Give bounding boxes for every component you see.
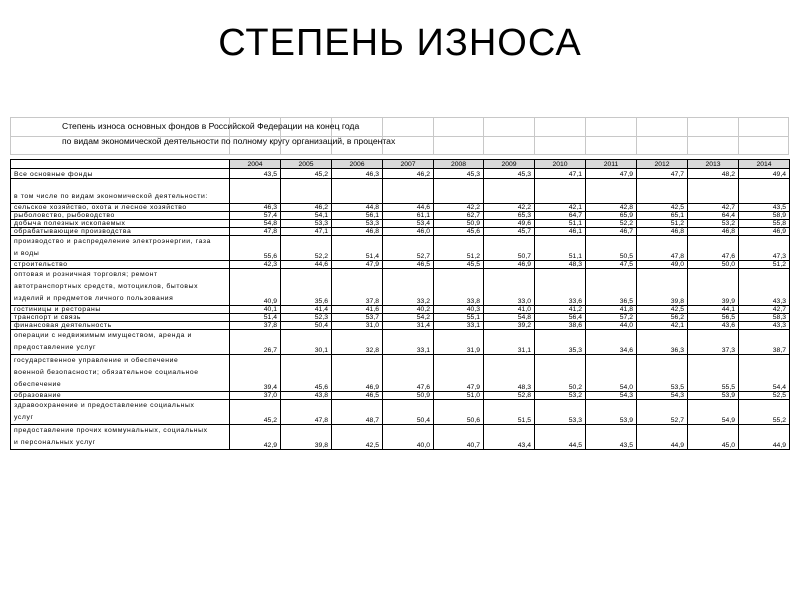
year-header-cell: 2012	[637, 160, 688, 169]
row-label-line: предоставление услуг	[14, 344, 97, 351]
value-cell: 36,3	[637, 330, 688, 355]
value-cell: 46,9	[332, 355, 383, 392]
year-header-cell: 2004	[230, 160, 281, 169]
value-cell: 62,7	[434, 212, 484, 220]
row-label-line: производство и распределение электроэнергии, газа	[14, 238, 211, 245]
value-cell: 53,7	[332, 314, 383, 322]
value-cell: 42,2	[434, 204, 484, 212]
value-cell: 48,3	[535, 261, 586, 269]
value-cell: 46,2	[281, 204, 332, 212]
value-cell: 46,9	[484, 261, 535, 269]
value-cell: 53,5	[637, 355, 688, 392]
value-cell: 42,7	[739, 306, 790, 314]
value-cell: 35,3	[535, 330, 586, 355]
value-cell	[739, 179, 790, 204]
header-corner-cell	[11, 160, 230, 169]
value-cell: 39,2	[484, 322, 535, 330]
row-label-cell	[11, 212, 230, 220]
value-cell: 64,7	[535, 212, 586, 220]
value-cell: 40,3	[434, 306, 484, 314]
row-label-line: гостиницы и рестораны	[14, 306, 101, 313]
value-cell: 46,8	[688, 228, 739, 236]
value-cell: 41,8	[586, 306, 637, 314]
table-row	[11, 220, 790, 228]
year-header-cell: 2011	[586, 160, 637, 169]
value-cell: 50,9	[434, 220, 484, 228]
value-cell: 33,2	[383, 269, 434, 306]
value-cell: 46,5	[383, 261, 434, 269]
value-cell: 44,5	[535, 425, 586, 450]
row-label-line: изделий и предметов личного пользования	[14, 295, 174, 302]
value-cell: 61,1	[383, 212, 434, 220]
value-cell: 52,7	[383, 236, 434, 261]
value-cell: 50,9	[383, 392, 434, 400]
value-cell: 43,6	[688, 322, 739, 330]
value-cell: 46,3	[332, 169, 383, 179]
value-cell: 31,1	[484, 330, 535, 355]
slide-title: СТЕПЕНЬ ИЗНОСА	[218, 22, 582, 64]
value-cell: 47,6	[383, 355, 434, 392]
value-cell: 54,8	[484, 314, 535, 322]
value-cell: 34,6	[586, 330, 637, 355]
year-header-cell: 2005	[281, 160, 332, 169]
value-cell: 37,0	[230, 392, 281, 400]
table-row	[11, 392, 790, 400]
value-cell: 53,2	[688, 220, 739, 228]
row-label-cell	[11, 306, 230, 314]
value-cell: 39,8	[281, 425, 332, 450]
value-cell: 40,9	[230, 269, 281, 306]
value-cell: 44,9	[637, 425, 688, 450]
row-label-cell	[11, 355, 230, 392]
year-header-cell: 2008	[434, 160, 484, 169]
value-cell: 51,1	[535, 236, 586, 261]
value-cell: 56,4	[535, 314, 586, 322]
row-label-cell	[11, 261, 230, 269]
value-cell: 51,4	[230, 314, 281, 322]
value-cell: 55,1	[434, 314, 484, 322]
row-label-cell	[11, 322, 230, 330]
row-label-line: в том числе по видам экономической деятельности:	[14, 193, 208, 200]
value-cell: 46,8	[637, 228, 688, 236]
value-cell: 55,6	[230, 236, 281, 261]
value-cell: 44,1	[688, 306, 739, 314]
value-cell: 33,1	[383, 330, 434, 355]
value-cell: 33,0	[484, 269, 535, 306]
value-cell: 49,4	[739, 169, 790, 179]
value-cell: 42,1	[637, 322, 688, 330]
row-label-line: сельское хозяйство, охота и лесное хозяйство	[14, 204, 187, 211]
value-cell: 52,8	[484, 392, 535, 400]
value-cell: 31,4	[383, 322, 434, 330]
row-label-line: транспорт и связь	[14, 314, 82, 321]
row-label-cell	[11, 269, 230, 306]
row-label-line: автотранспортных средств, мотоциклов, бытовых	[14, 283, 199, 290]
value-cell: 54,3	[586, 392, 637, 400]
row-label-line	[14, 179, 226, 191]
value-cell: 40,1	[230, 306, 281, 314]
value-cell: 33,1	[434, 322, 484, 330]
value-cell: 41,4	[281, 306, 332, 314]
value-cell: 43,3	[739, 269, 790, 306]
value-cell: 52,3	[281, 314, 332, 322]
value-cell: 46,8	[332, 228, 383, 236]
value-cell: 30,1	[281, 330, 332, 355]
value-cell	[586, 179, 637, 204]
value-cell: 58,9	[739, 212, 790, 220]
value-cell: 45,5	[434, 261, 484, 269]
value-cell: 43,3	[739, 322, 790, 330]
value-cell: 39,8	[637, 269, 688, 306]
value-cell: 47,7	[637, 169, 688, 179]
table-row	[11, 204, 790, 212]
row-label-line: образование	[14, 392, 62, 399]
row-label-cell	[11, 314, 230, 322]
value-cell	[535, 179, 586, 204]
wear-data-table	[10, 159, 790, 450]
value-cell: 38,6	[535, 322, 586, 330]
value-cell: 46,0	[383, 228, 434, 236]
value-cell: 56,5	[688, 314, 739, 322]
value-cell: 50,5	[586, 236, 637, 261]
value-cell: 51,2	[739, 261, 790, 269]
value-cell: 51,5	[484, 400, 535, 425]
row-label-cell	[11, 425, 230, 450]
value-cell: 46,3	[230, 204, 281, 212]
value-cell: 42,2	[484, 204, 535, 212]
value-cell	[637, 179, 688, 204]
value-cell: 41,0	[484, 306, 535, 314]
value-cell: 36,5	[586, 269, 637, 306]
value-cell: 54,0	[586, 355, 637, 392]
value-cell: 53,3	[332, 220, 383, 228]
value-cell: 37,8	[332, 269, 383, 306]
value-cell: 50,0	[688, 261, 739, 269]
row-label-cell	[11, 330, 230, 355]
row-label-line: здравоохранение и предоставление социальных	[14, 402, 195, 409]
value-cell: 47,1	[535, 169, 586, 179]
value-cell: 37,8	[230, 322, 281, 330]
year-header-cell: 2009	[484, 160, 535, 169]
value-cell: 33,6	[535, 269, 586, 306]
value-cell: 46,1	[535, 228, 586, 236]
value-cell: 55,8	[739, 220, 790, 228]
row-label-line: финансовая деятельность	[14, 322, 112, 329]
value-cell: 47,9	[586, 169, 637, 179]
table-caption-line-2: по видам экономической деятельности по полному кругу организаций, в процентах	[62, 136, 396, 146]
value-cell: 47,8	[637, 236, 688, 261]
table-row	[11, 236, 790, 261]
value-cell: 42,5	[637, 306, 688, 314]
value-cell: 33,8	[434, 269, 484, 306]
spreadsheet-table-image	[10, 117, 789, 477]
table-row	[11, 169, 790, 179]
row-label-line: и воды	[14, 250, 40, 257]
value-cell: 51,2	[434, 236, 484, 261]
value-cell: 53,3	[281, 220, 332, 228]
row-label-line: Все основные фонды	[14, 171, 94, 178]
value-cell: 54,3	[637, 392, 688, 400]
value-cell: 53,9	[586, 400, 637, 425]
value-cell: 43,4	[484, 425, 535, 450]
value-cell: 44,9	[739, 425, 790, 450]
year-header-cell: 2006	[332, 160, 383, 169]
value-cell: 51,2	[637, 220, 688, 228]
value-cell: 41,6	[332, 306, 383, 314]
value-cell: 49,6	[484, 220, 535, 228]
year-header-cell: 2013	[688, 160, 739, 169]
value-cell: 43,5	[230, 169, 281, 179]
value-cell	[484, 179, 535, 204]
value-cell: 47,5	[586, 261, 637, 269]
row-label-line: добыча полезных ископаемых	[14, 220, 126, 227]
value-cell: 47,8	[230, 228, 281, 236]
value-cell: 45,7	[484, 228, 535, 236]
value-cell: 37,3	[688, 330, 739, 355]
value-cell: 40,2	[383, 306, 434, 314]
row-label-cell	[11, 169, 230, 179]
row-label-line: государственное управление и обеспечение	[14, 357, 179, 364]
year-header-cell: 2014	[739, 160, 790, 169]
row-label-line: рыболовство, рыбоводство	[14, 212, 115, 219]
value-cell: 53,3	[535, 400, 586, 425]
year-header-row	[11, 160, 790, 169]
value-cell: 44,6	[281, 261, 332, 269]
value-cell: 64,4	[688, 212, 739, 220]
value-cell: 44,0	[586, 322, 637, 330]
value-cell: 52,5	[739, 392, 790, 400]
value-cell: 53,9	[688, 392, 739, 400]
value-cell: 45,2	[281, 169, 332, 179]
value-cell: 39,9	[688, 269, 739, 306]
value-cell: 52,7	[637, 400, 688, 425]
value-cell: 58,3	[739, 314, 790, 322]
value-cell: 31,0	[332, 322, 383, 330]
row-label-cell	[11, 204, 230, 212]
row-label-line: предоставление прочих коммунальных, социальных	[14, 427, 208, 434]
row-label-cell	[11, 228, 230, 236]
row-label-line: оптовая и розничная торговля; ремонт	[14, 271, 158, 278]
row-label-cell	[11, 236, 230, 261]
value-cell: 45,6	[281, 355, 332, 392]
value-cell: 45,3	[434, 169, 484, 179]
value-cell: 42,9	[230, 425, 281, 450]
value-cell: 65,9	[586, 212, 637, 220]
row-label-line: и персональных услуг	[14, 439, 96, 446]
table-row	[11, 306, 790, 314]
value-cell: 51,1	[535, 220, 586, 228]
value-cell: 55,5	[688, 355, 739, 392]
table-row	[11, 425, 790, 450]
value-cell: 54,8	[230, 220, 281, 228]
value-cell: 46,5	[332, 392, 383, 400]
value-cell: 50,7	[484, 236, 535, 261]
value-cell: 54,4	[739, 355, 790, 392]
table-row	[11, 261, 790, 269]
value-cell: 26,7	[230, 330, 281, 355]
value-cell: 65,3	[484, 212, 535, 220]
row-label-cell	[11, 392, 230, 400]
row-label-cell	[11, 179, 230, 204]
value-cell: 31,9	[434, 330, 484, 355]
value-cell: 65,1	[637, 212, 688, 220]
value-cell	[434, 179, 484, 204]
value-cell: 57,2	[586, 314, 637, 322]
table-row	[11, 314, 790, 322]
value-cell: 42,8	[586, 204, 637, 212]
row-label-line: строительство	[14, 261, 68, 268]
value-cell: 40,0	[383, 425, 434, 450]
table-row	[11, 179, 790, 204]
row-label-line: обрабатывающие производства	[14, 228, 132, 235]
value-cell: 53,2	[535, 392, 586, 400]
value-cell: 47,9	[434, 355, 484, 392]
value-cell: 42,5	[332, 425, 383, 450]
value-cell	[230, 179, 281, 204]
value-cell: 54,1	[281, 212, 332, 220]
value-cell: 35,6	[281, 269, 332, 306]
value-cell: 40,7	[434, 425, 484, 450]
value-cell: 32,8	[332, 330, 383, 355]
value-cell: 46,2	[383, 169, 434, 179]
value-cell: 48,7	[332, 400, 383, 425]
row-label-line: военной безопасности; обязательное социальное	[14, 369, 199, 376]
value-cell: 45,2	[230, 400, 281, 425]
value-cell: 44,6	[383, 204, 434, 212]
row-label-cell	[11, 400, 230, 425]
value-cell: 42,1	[535, 204, 586, 212]
table-row	[11, 355, 790, 392]
year-header-cell: 2010	[535, 160, 586, 169]
value-cell: 47,8	[281, 400, 332, 425]
value-cell	[332, 179, 383, 204]
value-cell: 48,2	[688, 169, 739, 179]
value-cell: 47,1	[281, 228, 332, 236]
value-cell: 43,8	[281, 392, 332, 400]
value-cell: 55,2	[739, 400, 790, 425]
value-cell: 47,9	[332, 261, 383, 269]
value-cell: 45,6	[434, 228, 484, 236]
table-caption-line-1: Степень износа основных фондов в Российской Федерации на конец года	[62, 121, 360, 131]
table-row	[11, 400, 790, 425]
value-cell: 42,7	[688, 204, 739, 212]
row-label-line: операции с недвижимым имуществом, аренда и	[14, 332, 192, 339]
value-cell: 56,2	[637, 314, 688, 322]
value-cell: 43,5	[739, 204, 790, 212]
value-cell: 43,5	[586, 425, 637, 450]
row-label-line: обеспечение	[14, 381, 62, 388]
value-cell: 57,4	[230, 212, 281, 220]
value-cell: 39,4	[230, 355, 281, 392]
value-cell: 50,4	[281, 322, 332, 330]
value-cell: 56,1	[332, 212, 383, 220]
row-label-line: услуг	[14, 414, 34, 421]
value-cell: 52,2	[586, 220, 637, 228]
value-cell: 48,3	[484, 355, 535, 392]
value-cell: 38,7	[739, 330, 790, 355]
year-header-cell: 2007	[383, 160, 434, 169]
value-cell: 44,8	[332, 204, 383, 212]
value-cell: 50,6	[434, 400, 484, 425]
value-cell: 54,9	[688, 400, 739, 425]
value-cell: 45,3	[484, 169, 535, 179]
value-cell: 46,9	[739, 228, 790, 236]
value-cell: 53,4	[383, 220, 434, 228]
value-cell: 45,0	[688, 425, 739, 450]
value-cell: 49,0	[637, 261, 688, 269]
table-row	[11, 330, 790, 355]
value-cell: 51,4	[332, 236, 383, 261]
value-cell	[688, 179, 739, 204]
value-cell	[281, 179, 332, 204]
value-cell: 50,2	[535, 355, 586, 392]
value-cell: 52,2	[281, 236, 332, 261]
value-cell: 42,5	[637, 204, 688, 212]
value-cell: 47,6	[688, 236, 739, 261]
row-label-cell	[11, 220, 230, 228]
value-cell: 47,3	[739, 236, 790, 261]
table-row	[11, 269, 790, 306]
value-cell: 54,2	[383, 314, 434, 322]
value-cell	[383, 179, 434, 204]
value-cell: 50,4	[383, 400, 434, 425]
table-row	[11, 228, 790, 236]
value-cell: 46,7	[586, 228, 637, 236]
value-cell: 41,2	[535, 306, 586, 314]
table-row	[11, 322, 790, 330]
value-cell: 51,0	[434, 392, 484, 400]
table-row	[11, 212, 790, 220]
value-cell: 42,3	[230, 261, 281, 269]
